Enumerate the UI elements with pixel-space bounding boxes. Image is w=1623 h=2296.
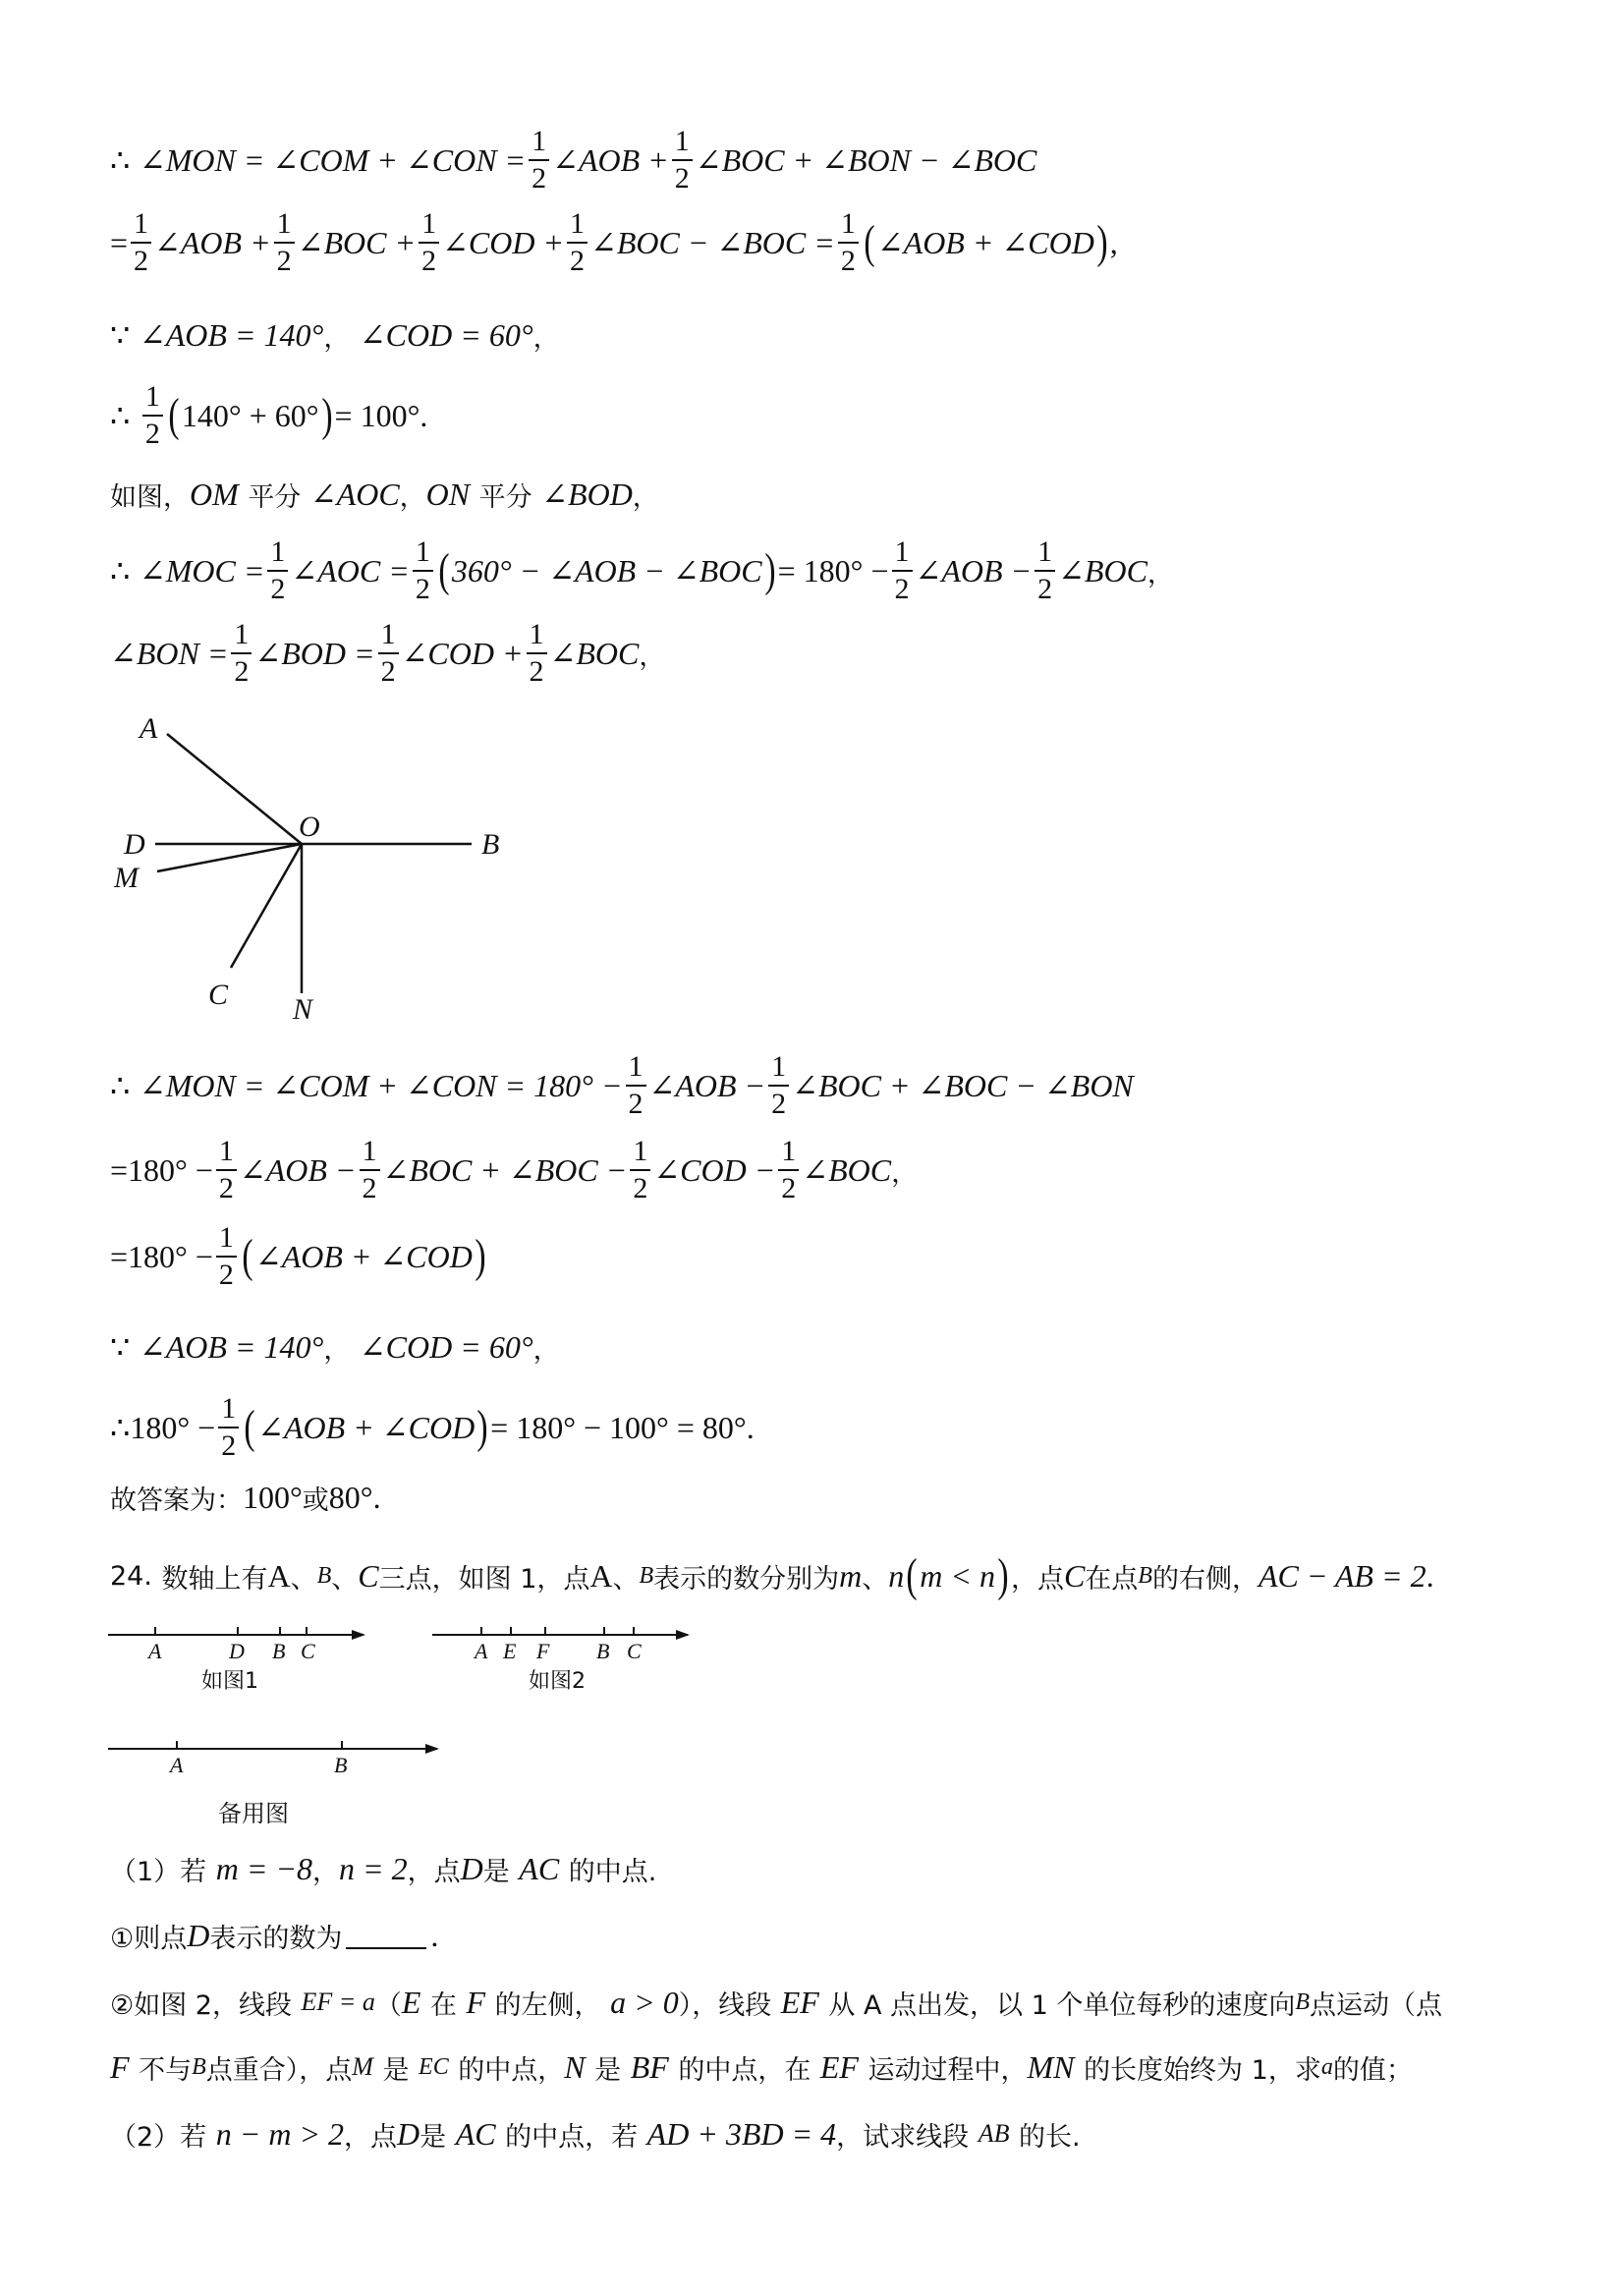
part-1: （1）若 m = −8 ， n = 2 ，点 D 是 AC 的中点. <box>110 1850 657 1887</box>
label-D: D <box>124 828 145 861</box>
fraction-half: $\frac{1}{2}$ <box>360 1137 380 1204</box>
fraction-half: $\frac{1}{2}$ <box>413 537 433 604</box>
answer-line: 故答案为： 100° 或 80° . <box>110 1479 381 1516</box>
spare-label-A: A <box>170 1753 184 1777</box>
fig2-caption: 如图2 <box>529 1669 586 1694</box>
solution-line-7: ∠BON = $\frac{1}{2}$ ∠BOD = $\frac{1}{2}$ ∠COD + $\frac{1}{2}$ ∠BOC ， <box>110 618 666 688</box>
fraction-half: $\frac{1}{2}$ <box>378 620 399 687</box>
fraction-half: $\frac{1}{2}$ <box>216 1223 237 1290</box>
number-line-figures <box>98 1611 727 1837</box>
ray-OC <box>231 844 302 968</box>
fig1-label-C: C <box>301 1639 315 1663</box>
label-N: N <box>293 993 313 1026</box>
part-1-b-line-2: F 不与 B 点重合），点 M 是 EC 的中点， N 是 BF 的中点，在 EF 运动过程中， MN 的长度始终为 1，求 a 的值； <box>110 2048 1413 2086</box>
solution-line-5: 如图， OM 平分 ∠AOC ， ON 平分 ∠BOD ， <box>110 476 659 513</box>
label-A: A <box>140 712 158 745</box>
fig2-label-B: B <box>596 1639 610 1663</box>
fraction-half: $\frac{1}{2}$ <box>419 209 439 276</box>
fig2-label-F: F <box>536 1639 550 1663</box>
fraction-half: $\frac{1}{2}$ <box>768 1052 789 1119</box>
solution-line-10: =180° − $\frac{1}{2}$ ( ∠AOB + ∠COD ) <box>110 1221 486 1291</box>
fraction-half: $\frac{1}{2}$ <box>1035 537 1055 604</box>
figure-1-axis <box>108 1627 364 1694</box>
fraction-half: $\frac{1}{2}$ <box>838 209 859 276</box>
solution-line-8: ∴ ∠MON = ∠COM + ∠CON = 180° − $\frac{1}{2}$ ∠AOB − $\frac{1}{2}$ ∠BOC + ∠BOC − ∠BON <box>110 1050 1134 1120</box>
fraction-half: $\frac{1}{2}$ <box>630 1137 650 1204</box>
solution-line-4: ∴ $\frac{1}{2}$ ( 140° + 60° ) = 100° . <box>110 380 428 450</box>
ray-OA <box>167 734 302 844</box>
fig1-label-B: B <box>272 1639 286 1663</box>
spare-label-B: B <box>334 1753 348 1777</box>
spare-caption: 备用图 <box>218 1800 289 1827</box>
fraction-half: $\frac{1}{2}$ <box>626 1052 646 1119</box>
solution-line-1: ∴ ∠MON = ∠COM + ∠CON = $\frac{1}{2}$ ∠AOB + $\frac{1}{2}$ ∠BOC + ∠BON − ∠BOC <box>110 125 1037 195</box>
fig2-label-C: C <box>627 1639 642 1663</box>
fraction-half: $\frac{1}{2}$ <box>778 1137 799 1204</box>
answer-blank <box>346 1922 426 1949</box>
label-O: O <box>299 811 320 843</box>
problem-24-stem: 24. 数轴上有 A 、 B 、 C 三点，如图 1，点 A 、 B 表示的数分别为 m 、 n ( m < n ) ，点 C 在点 B 的右侧， AC − AB = 2 . <box>110 1549 1434 1601</box>
part-2: （2）若 n − m > 2 ，点 D 是 AC 的中点，若 AD + 3BD = 4 ，试求线段 AB 的长. <box>110 2115 1081 2153</box>
ray-OM <box>157 844 302 871</box>
label-M: M <box>114 862 139 894</box>
fig1-caption: 如图1 <box>201 1669 258 1694</box>
fraction-half: $\frac{1}{2}$ <box>131 209 151 276</box>
spare-figure-axis <box>108 1741 437 1827</box>
fig2-label-E: E <box>503 1639 517 1663</box>
fraction-half: $\frac{1}{2}$ <box>142 382 163 449</box>
fraction-half: $\frac{1}{2}$ <box>267 537 288 604</box>
solution-line-12: ∴ 180° − $\frac{1}{2}$ ( ∠AOB + ∠COD ) = 180° − 100° = 80° . <box>110 1392 755 1462</box>
solution-line-9: =180° − $\frac{1}{2}$ ∠AOB − $\frac{1}{2}$ ∠BOC + ∠BOC − $\frac{1}{2}$ ∠COD − $\frac{1}{2}$ ∠BOC ， <box>110 1135 919 1204</box>
fraction-half: $\frac{1}{2}$ <box>892 537 913 604</box>
solution-line-3: ∵ ∠AOB = 140° ， ∠COD = 60° ， <box>110 317 560 354</box>
angle-figure <box>98 702 540 1032</box>
figure-2-axis <box>432 1627 688 1694</box>
part-1-a: ①则点 D 表示的数为 . <box>110 1917 439 1954</box>
solution-line-2: = $\frac{1}{2}$ ∠AOB + $\frac{1}{2}$ ∠BOC + $\frac{1}{2}$ ∠COD + $\frac{1}{2}$ ∠BOC − ∠BOC = $\frac{1}{2}$ ( ∠AOB + ∠COD ) , <box>110 207 1118 277</box>
fraction-half: $\frac{1}{2}$ <box>567 209 588 276</box>
solution-line-11: ∵ ∠AOB = 140° ， ∠COD = 60° ， <box>110 1329 560 1366</box>
fig2-label-A: A <box>475 1639 488 1663</box>
fraction-half: $\frac{1}{2}$ <box>529 127 549 194</box>
fraction-half: $\frac{1}{2}$ <box>218 1394 239 1461</box>
part-1-b-line-1: ②如图 2，线段 EF = a （ E 在 F 的左侧， a > 0 ），线段 EF 从 A 点出发，以 1 个单位每秒的速度向 B 点运动（点 <box>110 1984 1443 2021</box>
solution-line-6: ∴ ∠MOC = $\frac{1}{2}$ ∠AOC = $\frac{1}{2}$ ( 360° − ∠AOB − ∠BOC ) = 180° − $\frac{1}{2}$ ∠AOB − $\frac{1}{2}$ ∠BOC ， <box>110 535 1174 605</box>
label-C: C <box>208 979 229 1011</box>
fraction-half: $\frac{1}{2}$ <box>527 620 547 687</box>
fraction-half: $\frac{1}{2}$ <box>274 209 295 276</box>
fraction-half: $\frac{1}{2}$ <box>672 127 693 194</box>
fig1-label-A: A <box>148 1639 162 1663</box>
label-B: B <box>481 828 500 861</box>
fig1-label-D: D <box>229 1639 245 1663</box>
fraction-half: $\frac{1}{2}$ <box>216 1137 237 1204</box>
fraction-half: $\frac{1}{2}$ <box>231 620 252 687</box>
